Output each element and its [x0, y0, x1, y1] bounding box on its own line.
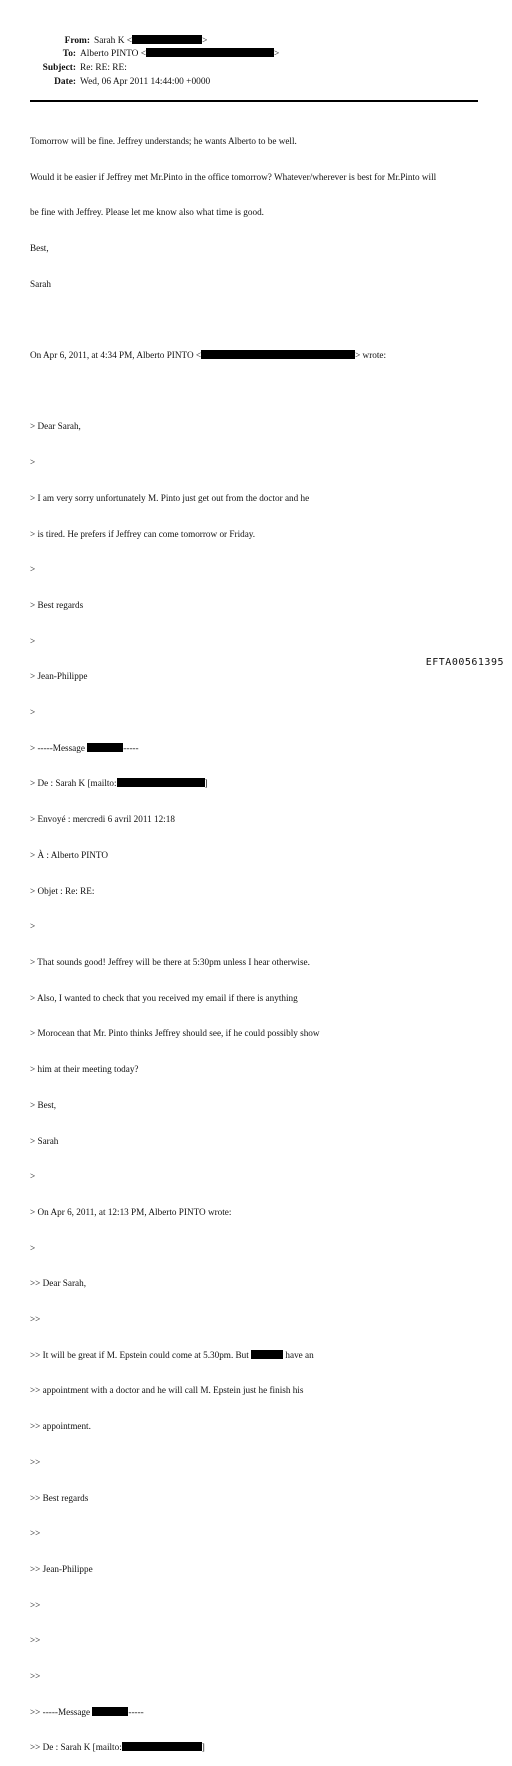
body-line: > Morocean that Mr. Pinto thinks Jeffrey should see, if he could possibly show	[30, 1028, 320, 1039]
quoted-from-text: > De : Sarah K [mailto:	[30, 778, 117, 789]
body-line: >>	[30, 1456, 41, 1467]
attribution-text: On Apr 6, 2011, at 4:34 PM, Alberto PINTO <	[30, 350, 202, 361]
body-line: be fine with Jeffrey. Please let me know also what time is good.	[30, 207, 264, 218]
body-line-suffix: have an	[283, 1349, 314, 1360]
redaction-box	[146, 48, 274, 57]
message-separator	[30, 1707, 490, 1719]
body-line-redacted	[30, 1350, 490, 1362]
date-value: Wed, 06 Apr 2011 14:44:00 +0000	[80, 77, 211, 87]
body-line: >> Jean-Philippe	[30, 1563, 93, 1574]
body-line: >	[30, 921, 36, 932]
to-value	[80, 47, 279, 61]
redaction-box	[117, 778, 205, 787]
separator-text: >> -----Message	[30, 1706, 93, 1717]
body-line: > Jean-Philippe	[30, 671, 88, 682]
to-label: To:	[62, 49, 76, 59]
body-line-text: >> It will be great if M. Epstein could come at 5.30pm. But	[30, 1349, 252, 1360]
body-line: Tomorrow will be fine. Jeffrey understands; he wants Alberto to be well.	[30, 135, 297, 146]
quoted-from-text: >> De : Sarah K [mailto:	[30, 1742, 122, 1753]
quoted-from-suffix: ]	[204, 778, 208, 789]
body-line: > him at their meeting today?	[30, 1064, 139, 1075]
body-line: >> appointment with a doctor and he will call M. Epstein just he finish his	[30, 1385, 304, 1396]
body-line: >>	[30, 1314, 41, 1325]
quote-attribution	[30, 350, 490, 362]
separator-suffix: -----	[123, 742, 139, 753]
body-line: > Best regards	[30, 599, 84, 610]
subject-label: Subject:	[42, 63, 76, 73]
redaction-box	[201, 350, 355, 359]
body-line: > That sounds good! Jeffrey will be there at 5:30pm unless I hear otherwise.	[30, 956, 310, 967]
body-line: Best,	[30, 242, 49, 253]
from-name: Sarah K <	[94, 36, 133, 46]
from-suffix: >	[202, 36, 208, 46]
redaction-box	[87, 743, 123, 752]
quoted-from-line	[30, 1742, 490, 1754]
body-line: > Dear Sarah,	[30, 421, 81, 432]
body-line: >	[30, 564, 36, 575]
body-line: > I am very sorry unfortunately M. Pinto just get out from the doctor and he	[30, 492, 310, 503]
body-line: >	[30, 635, 36, 646]
quoted-from-suffix: ]	[201, 1742, 205, 1753]
body-line: > is tired. He prefers if Jeffrey can come tomorrow or Friday.	[30, 528, 256, 539]
from-value	[94, 34, 207, 48]
body-line: > Envoyé : mercredi 6 avril 2011 12:18	[30, 814, 175, 825]
body-line: >>	[30, 1671, 41, 1682]
email-body	[30, 112, 490, 1766]
body-line: >	[30, 1171, 36, 1182]
body-line	[30, 386, 490, 398]
redaction-box	[251, 1350, 283, 1359]
body-line: Would it be easier if Jeffrey met Mr.Pinto in the office tomorrow? Whatever/wherever is best for Mr.Pinto will	[30, 171, 437, 182]
body-line: > On Apr 6, 2011, at 12:13 PM, Alberto PINTO wrote:	[30, 1206, 232, 1217]
header-divider	[30, 100, 478, 102]
body-line: > Also, I wanted to check that you received my email if there is anything	[30, 992, 298, 1003]
body-line: >	[30, 1242, 36, 1253]
body-line: >> Best regards	[30, 1492, 89, 1503]
to-suffix: >	[274, 49, 280, 59]
attribution-suffix: > wrote:	[355, 350, 387, 361]
body-line: >>	[30, 1599, 41, 1610]
quoted-from-line	[30, 778, 490, 790]
subject-value: Re: RE: RE:	[80, 63, 127, 73]
body-line: > Best,	[30, 1099, 57, 1110]
body-line: >> appointment.	[30, 1421, 91, 1432]
body-line: > Sarah	[30, 1135, 59, 1146]
body-line	[30, 314, 490, 326]
body-line: >> Dear Sarah,	[30, 1278, 87, 1289]
date-label: Date:	[54, 77, 76, 87]
redaction-box	[122, 1742, 202, 1751]
to-name: Alberto PINTO <	[80, 49, 147, 59]
separator-suffix: -----	[128, 1706, 144, 1717]
redaction-box	[92, 1707, 128, 1716]
body-line: >	[30, 457, 36, 468]
from-label: From:	[64, 36, 90, 46]
document-id: EFTA00561395	[425, 657, 504, 668]
body-line: > Objet : Re: RE:	[30, 885, 95, 896]
body-line: > À : Alberto PINTO	[30, 849, 108, 860]
separator-text: > -----Message	[30, 742, 88, 753]
message-separator	[30, 743, 490, 755]
body-line: >>	[30, 1635, 41, 1646]
body-line: >	[30, 707, 36, 718]
redaction-box	[132, 35, 202, 44]
body-line: >>	[30, 1528, 41, 1539]
body-line: Sarah	[30, 278, 51, 289]
